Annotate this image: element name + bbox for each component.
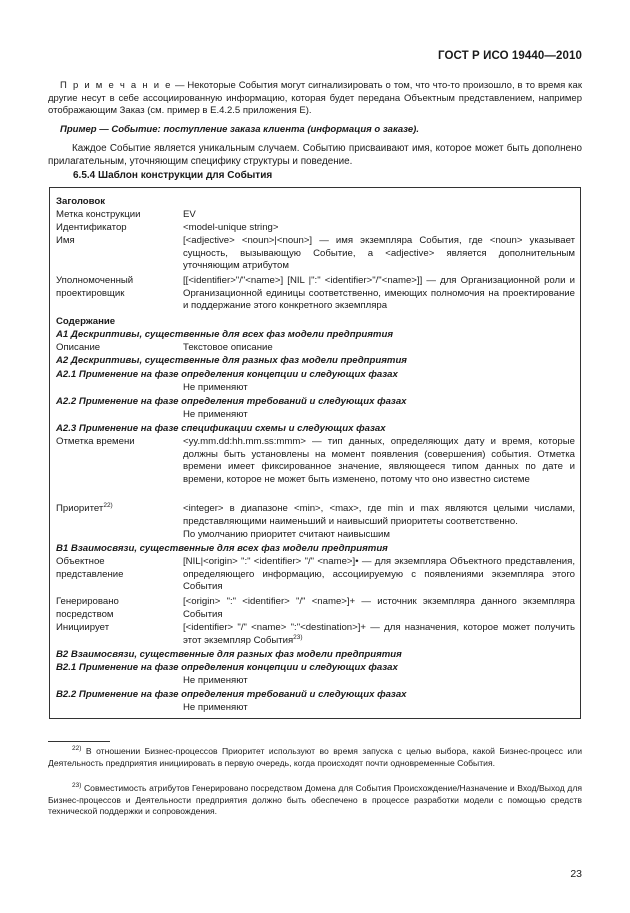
description-label: Описание [56, 342, 101, 353]
note-text: — Некоторые События могут сигнализировать о том, что что-то произошло, в то время как другие несут в себе ассоциированную информацию, которая будет передана Объектным представлением, например отображающим Заказ (см. пример в Е.4.2.5 приложения Е). [48, 80, 582, 116]
footnote-22 [48, 746, 582, 769]
authorized-label-1: Уполномоченный [56, 275, 134, 286]
content-title: Содержание [56, 316, 116, 327]
generated-value: [<origin> ":" <identifier> "/" <name>]+ — источник экземпляра данного экземпляра События [183, 596, 575, 620]
section-heading: 6.5.4 Шаблон конструкции для События [73, 170, 273, 181]
object-view-value: [NIL|<origin> ":" <identifier> "/" <name>]• — для экземпляра Объектного представления, определяющего информацию, ассоциируемую с появлениями экземпляра этого События [183, 556, 575, 592]
note-label: П р и м е ч а н и е [60, 80, 173, 91]
identifier-value: <model-unique string> [183, 222, 279, 233]
construct-label-value: EV [183, 209, 196, 220]
section-a21: A2.1 Применение на фазе определения концепции и следующих фазах [56, 369, 398, 380]
construct-label-label: Метка конструкции [56, 209, 141, 220]
page-number: 23 [570, 868, 582, 880]
initiates-footnote-mark: 23) [293, 633, 303, 641]
section-a1: А1 Дескриптивы, существенные для всех фаз модели предприятия [56, 329, 393, 340]
priority-label-text: Приоритет [56, 503, 104, 514]
object-view-label-1: Объектное [56, 556, 105, 567]
authorized-label-2: проектировщик [56, 288, 125, 299]
footnote-divider [48, 741, 110, 742]
generated-label-1: Генерировано [56, 596, 119, 607]
footnote-22-text: В отношении Бизнес-процессов Приоритет используют во время запуска с целью выбора, какой Бизнес-процесс или Деятельность предприятия инициировать в первую очередь, когда происходят почти одновременные События. [48, 746, 582, 768]
authorized-value: [[<identifier>"/"<name>] [NIL |":" <identifier>"/"<name>]] — для Организационной роли и Организационной единицы соответственно, имеющих полномочия на проектирование и поддержание этого конкретного экземпляра [183, 275, 575, 311]
priority-label [56, 503, 113, 516]
b22-value: Не применяют [183, 702, 248, 713]
footnote-23-text: Совместимость атрибутов Генерировано посредством Домена для События Происхождение/Назначение и Вход/Выход для Бизнес-процессов и Деятельности предприятия должно быть обеспечено в процессе разработки модели с помощью средств технической поддержки и сопровождения. [48, 783, 582, 816]
description-value: Текстовое описание [183, 342, 273, 353]
priority-value: <integer> в диапазоне <min>, <max>, где min и max являются целыми числами, представляющими наименьший и наивысший приоритеты соответственно. [183, 503, 575, 527]
footnote-22-mark: 22) [72, 745, 82, 753]
section-b2: В2 Взаимосвязи, существенные для разных фаз модели предприятия [56, 649, 402, 660]
b21-value: Не применяют [183, 675, 248, 686]
body-paragraph: Каждое Событие является уникальным случаем. Событию присваивают имя, которое может быть дополнено прилагательным, уточняющим специфику структуры и поведение. [48, 143, 582, 167]
initiates-label: Инициирует [56, 622, 110, 633]
identifier-label: Идентификатор [56, 222, 127, 233]
priority-footnote-mark: 22) [103, 501, 113, 509]
section-b22: B2.2 Применение на фазе определения требований и следующих фазах [56, 689, 407, 700]
priority-default: По умолчанию приоритет считают наивысшим [183, 529, 390, 540]
timestamp-value: <yy.mm.dd:hh.mm.ss:mmm> — тип данных, определяющих дату и время, которые должны быть установлены на момент появления (совершения) события. Отметка времени имеет фиксированное значение, являющееся типом данных по дате и времени, которое не может быть изменено, потому что оно известно системе [183, 436, 575, 485]
timestamp-label: Отметка времени [56, 436, 135, 447]
example-line: Пример — Событие: поступление заказа клиента (информация о заказе). [60, 124, 419, 135]
generated-label-2: посредством [56, 609, 114, 620]
section-a2: А2 Дескриптивы, существенные для разных фаз модели предприятия [56, 355, 407, 366]
a21-value: Не применяют [183, 382, 248, 393]
section-a22: A2.2 Применение на фазе определения требований и следующих фазах [56, 396, 407, 407]
a22-value: Не применяют [183, 409, 248, 420]
name-label: Имя [56, 235, 75, 246]
name-value: [<adjective> <noun>|<noun>] — имя экземпляра События, где <noun> указывает сущность, вызывающую Событие, а <adjective> является дополнительным уточняющим атрибутом [183, 235, 575, 271]
footnote-23-mark: 23) [72, 782, 82, 790]
document-standard-header: ГОСТ Р ИСО 19440—2010 [437, 50, 582, 62]
template-header-title: Заголовок [56, 196, 106, 207]
note-paragraph [48, 80, 582, 118]
object-view-label-2: представление [56, 569, 124, 580]
section-a23: A2.3 Применение на фазе спецификации схемы и следующих фазах [56, 423, 386, 434]
initiates-value-text: [<identifier> "/" <name> ":"<destination>]+ — для назначения, которое может получить этот экземпляр События [183, 622, 575, 646]
section-b1: В1 Взаимосвязи, существенные для всех фаз модели предприятия [56, 543, 388, 554]
footnote-23 [48, 783, 582, 818]
section-b21: B2.1 Применение на фазе определения концепции и следующих фазах [56, 662, 398, 673]
initiates-value [183, 622, 575, 647]
